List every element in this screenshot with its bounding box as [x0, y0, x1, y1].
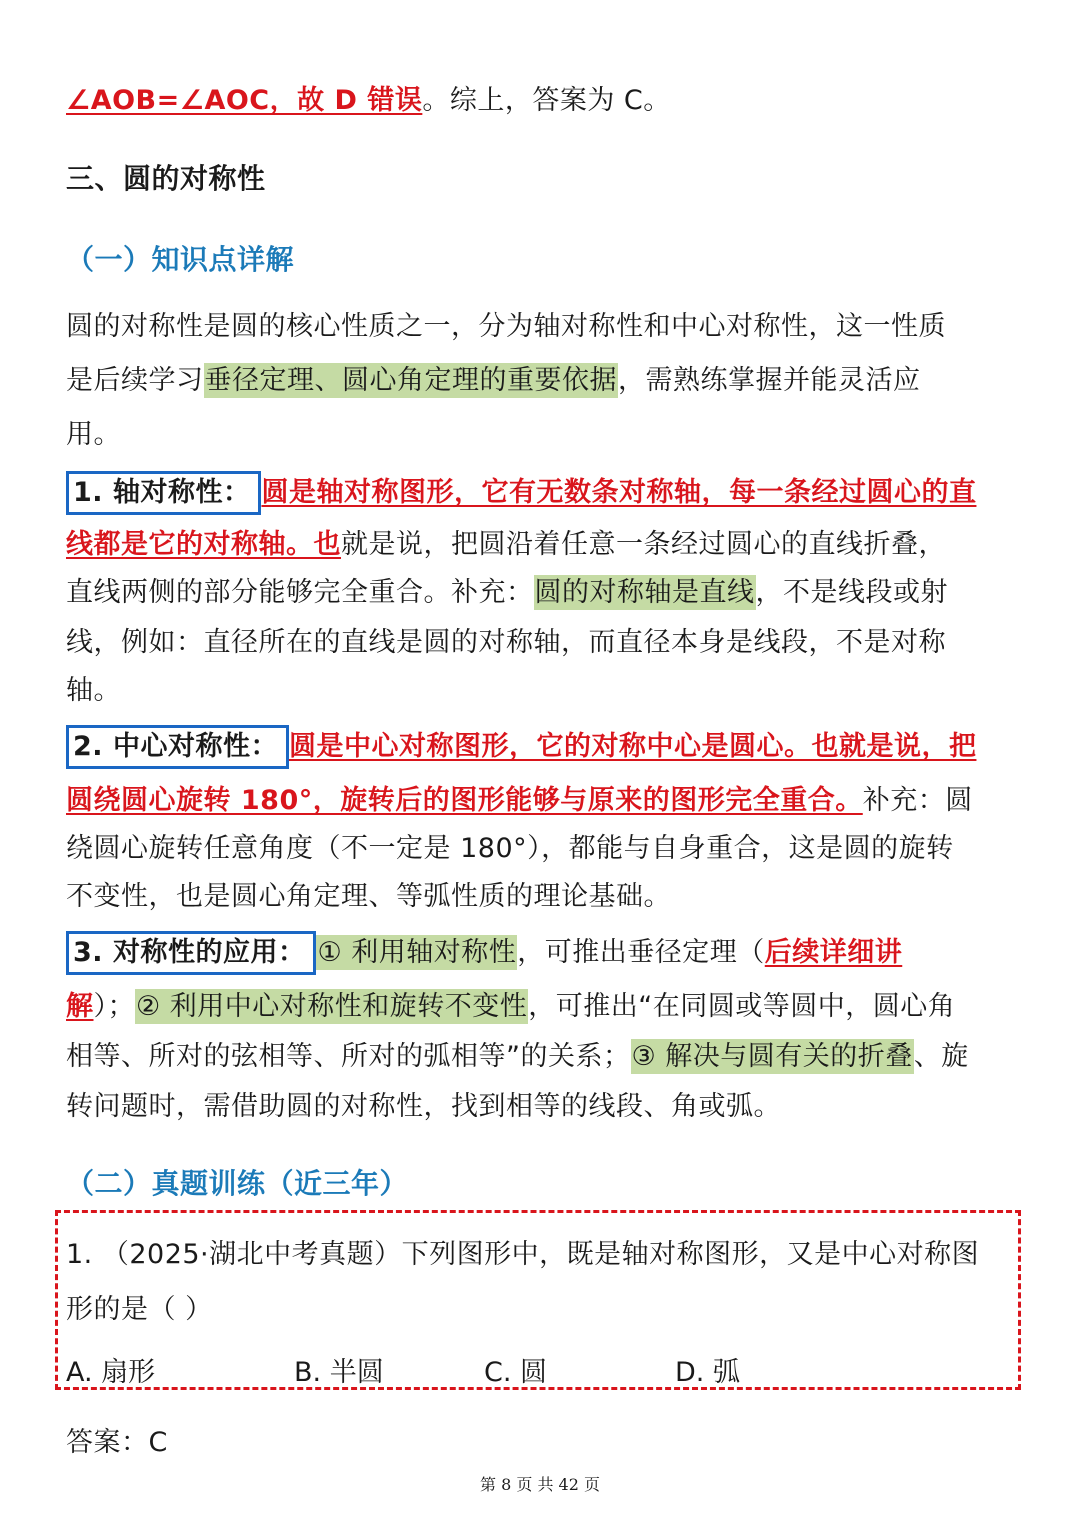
p1-text-3b: ，不是线段或射	[755, 577, 948, 608]
p2-line-2	[66, 778, 973, 817]
p1-red-2: 线都是它的对称轴。也	[66, 529, 341, 560]
answer: 答案：C	[66, 1427, 168, 1458]
p1-highlight: 圆的对称轴是直线	[534, 577, 755, 608]
p3-text-2a: ）；	[93, 991, 135, 1022]
subsection-title-1: （一）知识点详解	[66, 243, 295, 276]
intro-line-1: 圆的对称性是圆的核心性质之一，分为轴对称性和中心对称性，这一性质	[66, 311, 946, 342]
option-c: C. 圆	[484, 1357, 548, 1388]
p3-text-2b: ，可推出“在同圆或等圆中，圆心角	[528, 991, 956, 1022]
question-line-2: 形的是（ ）	[66, 1294, 213, 1325]
p3-line-2	[66, 984, 955, 1023]
intro-highlight: 垂径定理、圆心角定理的重要依据	[204, 365, 617, 396]
p3-red-2: 解	[66, 991, 94, 1022]
p3-label-box: 3. 对称性的应用：	[66, 931, 316, 975]
p1-line-4: 线，例如：直径所在的直线是圆的对称轴，而直径本身是线段，不是对称	[66, 627, 946, 658]
p3-highlight-2: ② 利用中心对称性和旋转不变性	[136, 991, 528, 1022]
p3-highlight-3: ③ 解决与圆有关的折叠	[631, 1041, 913, 1072]
top-line	[66, 78, 671, 117]
question-line-1: 1. （2025·湖北中考真题）下列图形中，既是轴对称图形，又是中心对称图	[66, 1239, 980, 1270]
p2-line-3: 绕圆心旋转任意角度（不一定是 180°），都能与自身重合，这是圆的旋转	[66, 833, 954, 864]
p1-red-1: 圆是轴对称图形，它有无数条对称轴，每一条经过圆心的直	[261, 477, 977, 508]
intro-line-3: 用。	[66, 419, 121, 450]
top-line-red: ∠AOB=∠AOC，故 D 错误	[66, 85, 423, 116]
p2-text-2: 补充：圆	[862, 785, 973, 816]
p1-line-3	[66, 570, 948, 609]
option-b: B. 半圆	[294, 1357, 384, 1388]
p1-line-2	[66, 522, 946, 561]
p2-line-1	[66, 724, 976, 769]
p2-red-2: 圆绕圆心旋转 180°，旋转后的图形能够与原来的图形完全重合。	[66, 785, 863, 816]
subsection-title-2: （二）真题训练（近三年）	[66, 1167, 409, 1200]
p2-red-1: 圆是中心对称图形，它的对称中心是圆心。也就是说，把	[288, 731, 977, 762]
p1-line-5: 轴。	[66, 675, 121, 706]
p3-text-3b: 、旋	[913, 1041, 969, 1072]
intro-text-b: ，需熟练掌握并能灵活应	[618, 365, 921, 396]
top-line-rest: 。综上，答案为 C。	[422, 85, 671, 116]
p2-line-4: 不变性，也是圆心角定理、等弧性质的理论基础。	[66, 881, 671, 912]
p2-label-box: 2. 中心对称性：	[66, 725, 289, 769]
p1-label-box: 1. 轴对称性：	[66, 471, 261, 515]
p1-line-1	[66, 470, 976, 515]
p3-line-3	[66, 1034, 969, 1073]
option-d: D. 弧	[675, 1357, 740, 1388]
p3-line-1	[66, 930, 902, 975]
p3-text-3a: 相等、所对的弦相等、所对的弧相等”的关系；	[66, 1041, 631, 1072]
page-footer: 第 8 页 共 42 页	[480, 1475, 600, 1494]
p3-red-1: 后续详细讲	[764, 937, 903, 968]
intro-line-2	[66, 358, 921, 397]
p3-highlight-1: ① 利用轴对称性	[317, 937, 517, 968]
option-a: A. 扇形	[66, 1357, 156, 1388]
intro-text: 是后续学习	[66, 365, 204, 396]
p3-line-4: 转问题时，需借助圆的对称性，找到相等的线段、角或弧。	[66, 1091, 781, 1122]
p1-text-3a: 直线两侧的部分能够完全重合。补充：	[66, 577, 534, 608]
p1-text-2: 就是说，把圆沿着任意一条经过圆心的直线折叠，	[341, 529, 946, 560]
p3-text-1b: ，可推出垂径定理（	[517, 937, 765, 968]
section-title: 三、圆的对称性	[66, 162, 266, 195]
